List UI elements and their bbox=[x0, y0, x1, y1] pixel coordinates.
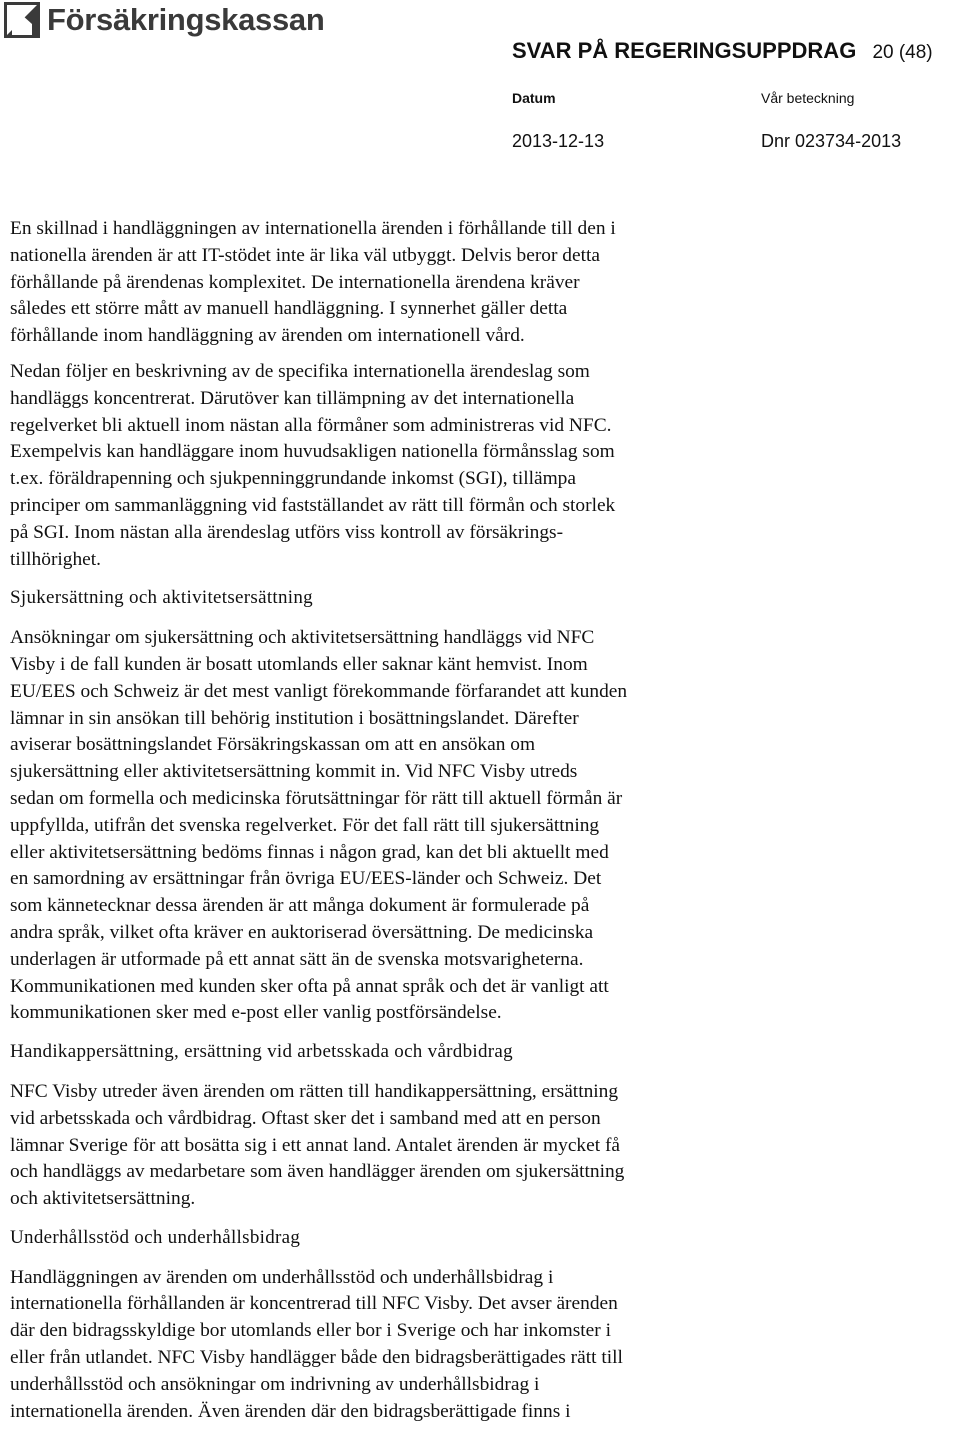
reference-label: Vår beteckning bbox=[761, 90, 855, 106]
document-body bbox=[10, 216, 950, 1425]
document-header bbox=[512, 38, 933, 64]
text-line: Kommunikationen med kunden sker ofta på annat språk och det är vanligt att bbox=[10, 975, 609, 997]
text-line: kommunikationen sker med e-post eller vanlig postförsändelse. bbox=[10, 1002, 502, 1024]
paragraph-sickness-compensation bbox=[10, 625, 950, 1027]
text-line: internationella ärenden. Även ärenden där den bidragsberättigade finns i bbox=[10, 1400, 571, 1422]
text-line: lämnar Sverige för att bosätta sig i ett annat land. Antalet ärenden är mycket få bbox=[10, 1134, 621, 1156]
page-number: 20 (48) bbox=[872, 42, 933, 63]
paragraph-disability-allowance bbox=[10, 1079, 950, 1213]
text-line: således ett större mått av manuell handläggning. I synnerhet gäller detta bbox=[10, 298, 568, 320]
text-line: underhållsstöd och ansökningar om indrivning av underhållsbidrag i bbox=[10, 1373, 540, 1395]
text-line: underlagen är utformade på ett annat sätt än de svenska motsvarigheterna. bbox=[10, 948, 584, 970]
text-line: tillhörighet. bbox=[10, 548, 102, 570]
text-line: regelverket bli aktuell inom nästan alla förmåner som administreras vid NFC. bbox=[10, 414, 612, 436]
text-line: Visby i de fall kunden är bosatt utomlands eller saknar känt hemvist. Inom bbox=[10, 653, 588, 675]
section-heading-sickness-compensation: Sjukersättning och aktivitetsersättning bbox=[10, 587, 313, 609]
logo-text: Försäkringskassan bbox=[47, 2, 325, 37]
text-line: uppfyllda, utifrån det svenska regelverket. För det fall rätt till sjukersättning bbox=[10, 814, 600, 836]
text-line: förhållande inom handläggning av ärenden om internationell vård. bbox=[10, 325, 525, 347]
text-line: sedan om formella och medicinska förutsättningar för rätt till aktuell förmån är bbox=[10, 787, 623, 809]
text-line: t.ex. föräldrapenning och sjukpenninggrundande inkomst (SGI), tillämpa bbox=[10, 468, 576, 490]
text-line: Handläggningen av ärenden om underhållsstöd och underhållsbidrag i bbox=[10, 1266, 554, 1288]
paragraph-it-support bbox=[10, 216, 950, 350]
text-line: Ansökningar om sjukersättning och aktivitetsersättning handläggs vid NFC bbox=[10, 627, 595, 649]
text-line: sjukersättning eller aktivitetsersättning kommit in. Vid NFC Visby utreds bbox=[10, 761, 578, 783]
paragraph-case-types bbox=[10, 359, 950, 573]
paragraph-maintenance-support bbox=[10, 1265, 950, 1426]
text-line: på SGI. Inom nästan alla ärendeslag utförs viss kontroll av försäkrings- bbox=[10, 521, 564, 543]
date-label: Datum bbox=[512, 90, 556, 106]
text-line: Nedan följer en beskrivning av de specifika internationella ärendeslag som bbox=[10, 360, 590, 382]
text-line: EU/EES och Schweiz är det mest vanligt förekommande förfarandet att kunden bbox=[10, 680, 628, 702]
text-line: andra språk, vilket ofta kräver en auktoriserad översättning. De medicinska bbox=[10, 921, 594, 943]
text-line: lämnar in sin ansökan till behörig institution i bosättningslandet. Därefter bbox=[10, 707, 579, 729]
text-line: aviserar bosättningslandet Försäkringskassan om att en ansökan om bbox=[10, 734, 536, 756]
section-heading-disability-allowance: Handikappersättning, ersättning vid arbetsskada och vårdbidrag bbox=[10, 1041, 513, 1063]
text-line: NFC Visby utreder även ärenden om rätten till handikappersättning, ersättning bbox=[10, 1080, 619, 1102]
text-line: förhållande på ärendenas komplexitet. De internationella ärendena kräver bbox=[10, 271, 580, 293]
text-line: Exempelvis kan handläggare inom huvudsakligen nationella förmånsslag som bbox=[10, 441, 615, 463]
text-line: handläggs koncentrerat. Därutöver kan tillämpning av det internationella bbox=[10, 387, 575, 409]
text-line: vid arbetsskada och vårdbidrag. Oftast sker det i samband med att en person bbox=[10, 1107, 601, 1129]
text-line: principer om sammanläggning vid fastställandet av rätt till förmån och storlek bbox=[10, 494, 616, 516]
text-line: och handläggs av medarbetare som även handlägger ärenden om sjukersättning bbox=[10, 1161, 625, 1183]
document-date: 2013-12-13 bbox=[512, 131, 605, 151]
text-line: där den bidragsskyldige bor utomlands eller bor i Sverige och har inkomster i bbox=[10, 1320, 611, 1342]
text-line: som kännetecknar dessa ärenden är att många dokument är formulerade på bbox=[10, 895, 590, 917]
house-logo-icon bbox=[4, 2, 40, 38]
text-line: en samordning av ersättningar från övriga EU/EES-länder och Schweiz. Det bbox=[10, 868, 602, 890]
section-heading-maintenance-support: Underhållsstöd och underhållsbidrag bbox=[10, 1226, 301, 1248]
logo bbox=[4, 2, 325, 38]
reference-number: Dnr 023734-2013 bbox=[761, 131, 902, 151]
text-line: nationella ärenden är att IT-stödet inte är lika väl utbyggt. Delvis beror detta bbox=[10, 244, 600, 266]
text-line: En skillnad i handläggningen av internationella ärenden i förhållande till den i bbox=[10, 218, 616, 239]
document-type: SVAR PÅ REGERINGSUPPDRAG bbox=[512, 38, 857, 63]
text-line: internationella förhållanden är koncentrerad till NFC Visby. Det avser ärenden bbox=[10, 1293, 618, 1315]
text-line: eller från utlandet. NFC Visby handlägger både den bidragsberättigades rätt till bbox=[10, 1347, 623, 1369]
text-line: eller aktivitetsersättning bedöms finnas i någon grad, kan det bli aktuellt med bbox=[10, 841, 609, 863]
text-line: och aktivitetsersättning. bbox=[10, 1188, 196, 1210]
